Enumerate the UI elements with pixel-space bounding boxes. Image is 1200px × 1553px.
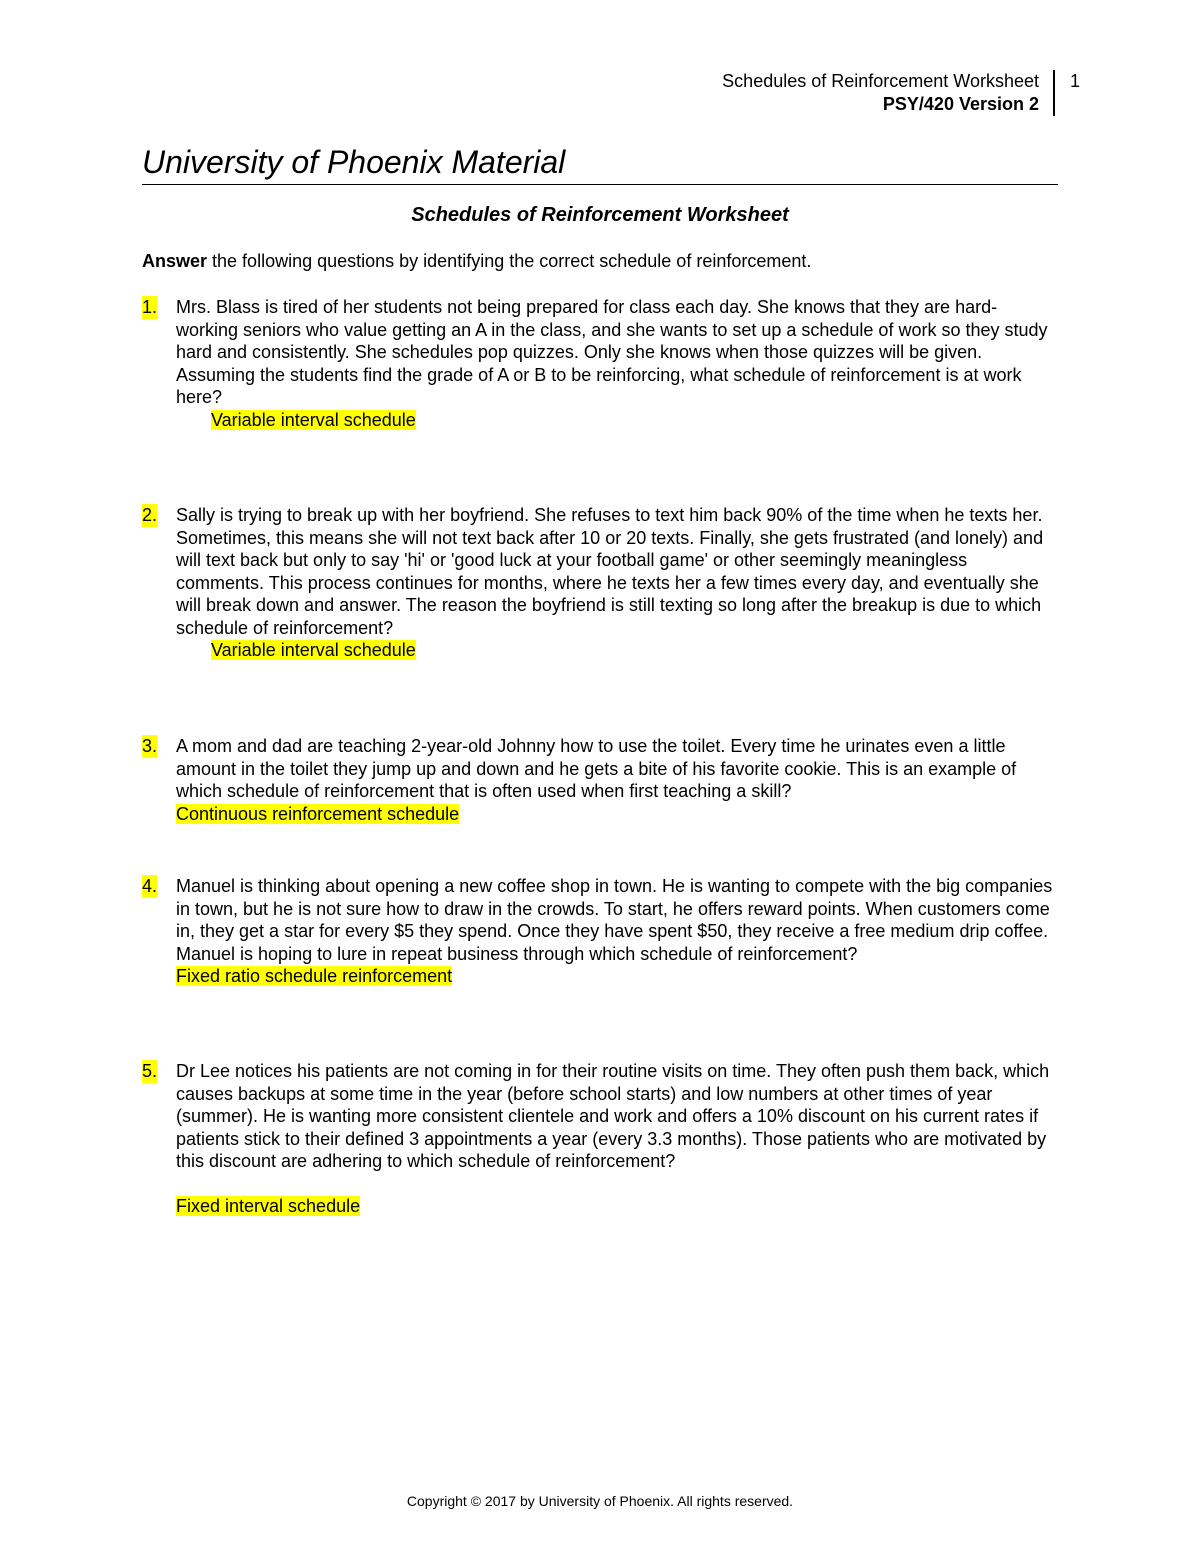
question-2 bbox=[142, 504, 1058, 662]
question-number: 3. bbox=[142, 736, 158, 756]
question-text: Manuel is thinking about opening a new coffee shop in town. He is wanting to compete with the big companies in town, but he is not sure how to draw in the crowds. To start, he offers reward points. When customers come in, they get a star for every $5 they spend. Once they have spent $50, they receive a free medium drip coffee. Manuel is hoping to lure in repeat business through which schedule of reinforcement? bbox=[176, 876, 1053, 964]
answer-1 bbox=[211, 409, 1058, 432]
question-text: A mom and dad are teaching 2-year-old Johnny how to use the toilet. Every time he urinates even a little amount in the toilet they jump up and down and he gets a bite of his favorite cookie. This is an example of which schedule of reinforcement that is often used when first teaching a skill? bbox=[176, 736, 1017, 801]
answer-3 bbox=[176, 803, 1058, 826]
page-number: 1 bbox=[1070, 71, 1081, 91]
question-4 bbox=[142, 875, 1058, 988]
header-title: Schedules of Reinforcement Worksheet bbox=[722, 71, 1039, 91]
question-1 bbox=[142, 296, 1058, 431]
question-number: 1. bbox=[142, 297, 158, 317]
question-text: Dr Lee notices his patients are not coming in for their routine visits on time. They often push them back, which causes backups at some time in the year (before school starts) and low numbers at other times of year (summer). He is wanting more consistent clientele and work and offers a 10% discount on his current rates if patients stick to their defined 3 appointments a year (every 3.3 months). Those patients who are motivated by this discount are adhering to which schedule of reinforcement? bbox=[176, 1061, 1050, 1171]
question-5 bbox=[142, 1060, 1058, 1218]
document-title: Schedules of Reinforcement Worksheet bbox=[411, 204, 789, 226]
question-number: 2. bbox=[142, 505, 158, 525]
answer-4 bbox=[176, 965, 1058, 988]
blank-line bbox=[176, 1173, 1058, 1196]
header-course: PSY/420 Version 2 bbox=[882, 94, 1039, 114]
page-header bbox=[722, 70, 1055, 116]
question-number: 4. bbox=[142, 876, 158, 896]
answer-text: Variable interval schedule bbox=[211, 640, 416, 660]
copyright-footer: Copyright © 2017 by University of Phoenix. All rights reserved. bbox=[406, 1493, 794, 1509]
question-3 bbox=[142, 735, 1058, 825]
instructions bbox=[142, 250, 1058, 273]
question-text: Sally is trying to break up with her boyfriend. She refuses to text him back 90% of the time when he texts her. Sometimes, this means she will not text back after 10 or 20 texts. Finally, she gets frustrated (and lonely) and will text back but only to say 'hi' or 'good luck at your football game' or other seemingly meaningless comments. This process continues for months, where he texts her a few times every day, and eventually she will break down and answer. The reason the boyfriend is still texting so long after the breakup is due to which schedule of reinforcement? bbox=[176, 505, 1044, 638]
answer-text: Fixed ratio schedule reinforcement bbox=[176, 966, 453, 986]
question-text: Mrs. Blass is tired of her students not being prepared for class each day. She knows that they are hard-working seniors who value getting an A in the class, and she wants to set up a schedule of work so they study hard and consistently. She schedules pop quizzes. Only she knows when those quizzes will be given. Assuming the students find the grade of A or B to be reinforcing, what schedule of reinforcement is at work here? bbox=[176, 297, 1048, 407]
instructions-bold: Answer bbox=[142, 251, 208, 271]
answer-text: Variable interval schedule bbox=[211, 409, 416, 430]
instructions-text: the following questions by identifying the correct schedule of reinforcement. bbox=[207, 251, 812, 271]
answer-text: Fixed interval schedule bbox=[176, 1196, 361, 1216]
answer-5 bbox=[176, 1195, 1058, 1218]
answer-2 bbox=[211, 639, 1058, 662]
question-number: 5. bbox=[142, 1061, 158, 1081]
answer-text: Continuous reinforcement schedule bbox=[176, 803, 460, 824]
university-title: University of Phoenix Material bbox=[142, 140, 1058, 185]
